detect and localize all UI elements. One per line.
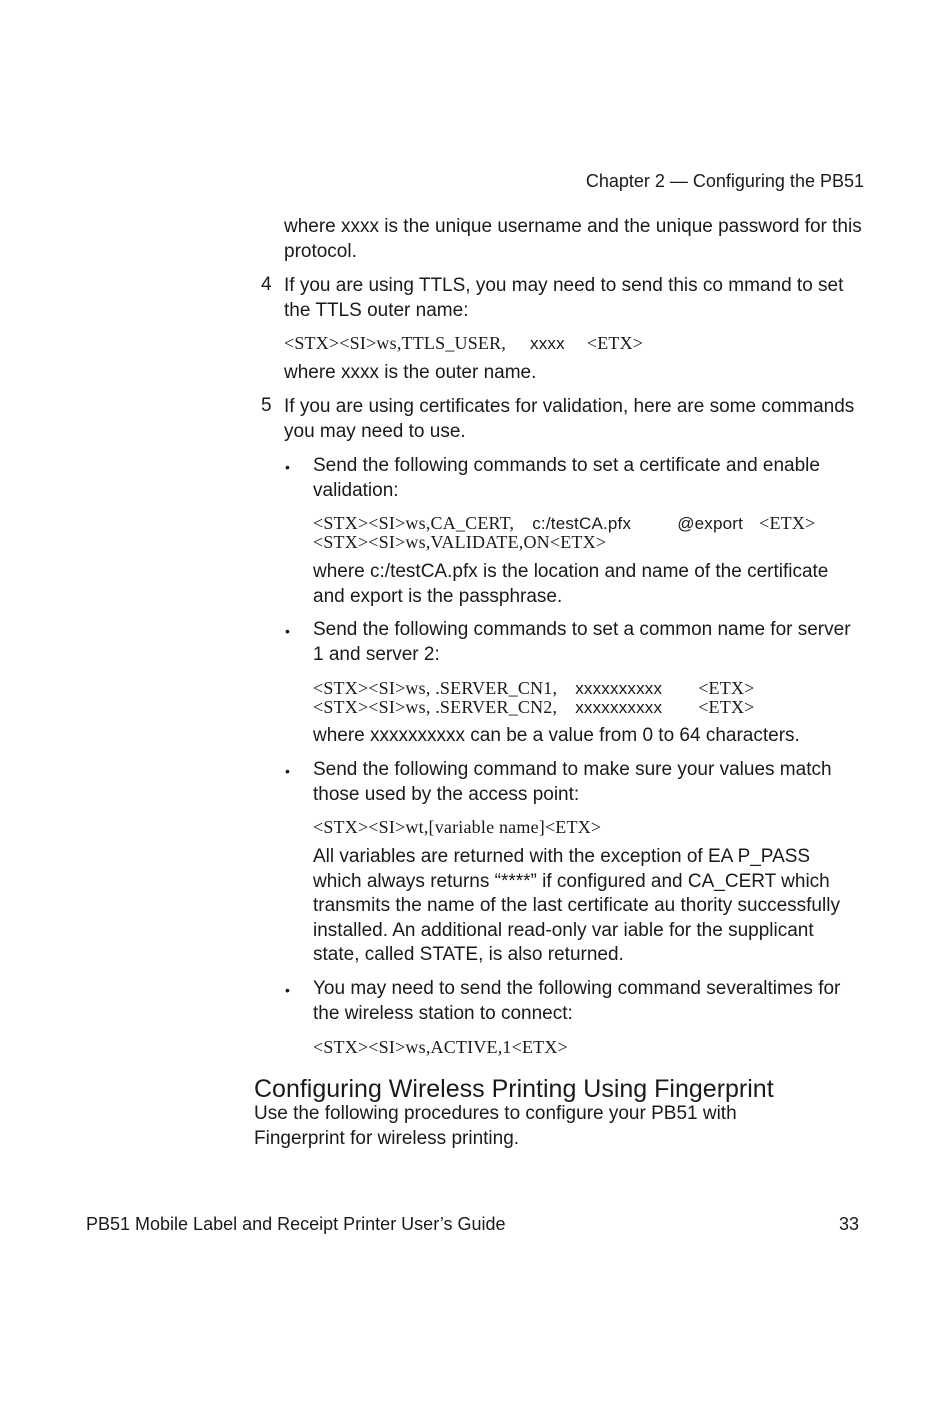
code-etx: <ETX> [586, 333, 644, 353]
section-heading: Configuring Wireless Printing Using Fingerprint [254, 1075, 774, 1103]
bullet-marker: • [285, 982, 290, 998]
code-server-cn1 [313, 679, 755, 698]
bullet-marker: • [285, 623, 290, 639]
step-number-4: 4 [261, 274, 272, 295]
code-etx: <ETX> [759, 513, 816, 533]
step-number-5: 5 [261, 395, 272, 416]
section-intro: Use the following procedures to configure your PB51 with Fingerprint for wireless printing. [254, 1103, 737, 1149]
code-command: <STX><SI>ws, .SERVER_CN1, [313, 678, 558, 698]
where-paragraph-credentials: where xxxx is the unique username and the unique password for this protocol. [284, 216, 862, 262]
code-variable: xxxx [530, 334, 565, 353]
code-ca-cert [313, 514, 815, 533]
where-value-range: where xxxxxxxxxx can be a value from 0 to 64 characters. [313, 725, 800, 746]
bullet-4-text: You may need to send the following command severaltimes for the wireless station to connect: [313, 978, 841, 1024]
bullet-marker: • [285, 459, 290, 475]
code-ttls-user [284, 334, 643, 353]
code-server-cn2 [313, 698, 755, 717]
step-4-text: If you are using TTLS, you may need to send this co mmand to set the TTLS outer name: [284, 275, 844, 321]
where-outer-name: where xxxx is the outer name. [284, 362, 537, 383]
where-certificate: where c:/testCA.pfx is the location and name of the certificate and export is the passphrase. [313, 561, 829, 607]
code-variable: xxxxxxxxxx [575, 698, 663, 717]
code-validate-on: <STX><SI>ws,VALIDATE,ON<ETX> [313, 532, 607, 552]
code-command: <STX><SI>ws,TTLS_USER, [284, 333, 507, 353]
code-active: <STX><SI>ws,ACTIVE,1<ETX> [313, 1037, 568, 1057]
code-variable-path: c:/testCA.pfx [532, 514, 632, 533]
code-variable-passphrase: @export [677, 514, 744, 533]
code-etx: <ETX> [698, 697, 755, 717]
code-etx: <ETX> [698, 678, 755, 698]
page-number: 33 [838, 1214, 859, 1234]
code-command: <STX><SI>ws, .SERVER_CN2, [313, 697, 558, 717]
bullet-3-text: Send the following command to make sure your values match those used by the access point: [313, 759, 832, 805]
variables-note: All variables are returned with the exception of EA P_PASS which always returns “****” if configured and CA_CERT which transmits the name of the last certificate au thority successfully installed. An additional read-only var iable for the supplicant state, called STATE, is also returned. [313, 846, 840, 965]
bullet-marker: • [285, 763, 290, 779]
code-command: <STX><SI>ws,CA_CERT, [313, 513, 515, 533]
code-variable: xxxxxxxxxx [575, 679, 663, 698]
running-head: Chapter 2 — Configuring the PB51 [585, 171, 864, 191]
code-variable-query: <STX><SI>wt,[variable name]<ETX> [313, 817, 602, 837]
bullet-1-text: Send the following commands to set a certificate and enable validation: [313, 455, 820, 501]
footer-title: PB51 Mobile Label and Receipt Printer User’s Guide [86, 1214, 506, 1234]
bullet-2-text: Send the following commands to set a common name for server 1 and server 2: [313, 619, 851, 665]
step-5-text: If you are using certificates for validation, here are some commands you may need to use. [284, 396, 855, 442]
